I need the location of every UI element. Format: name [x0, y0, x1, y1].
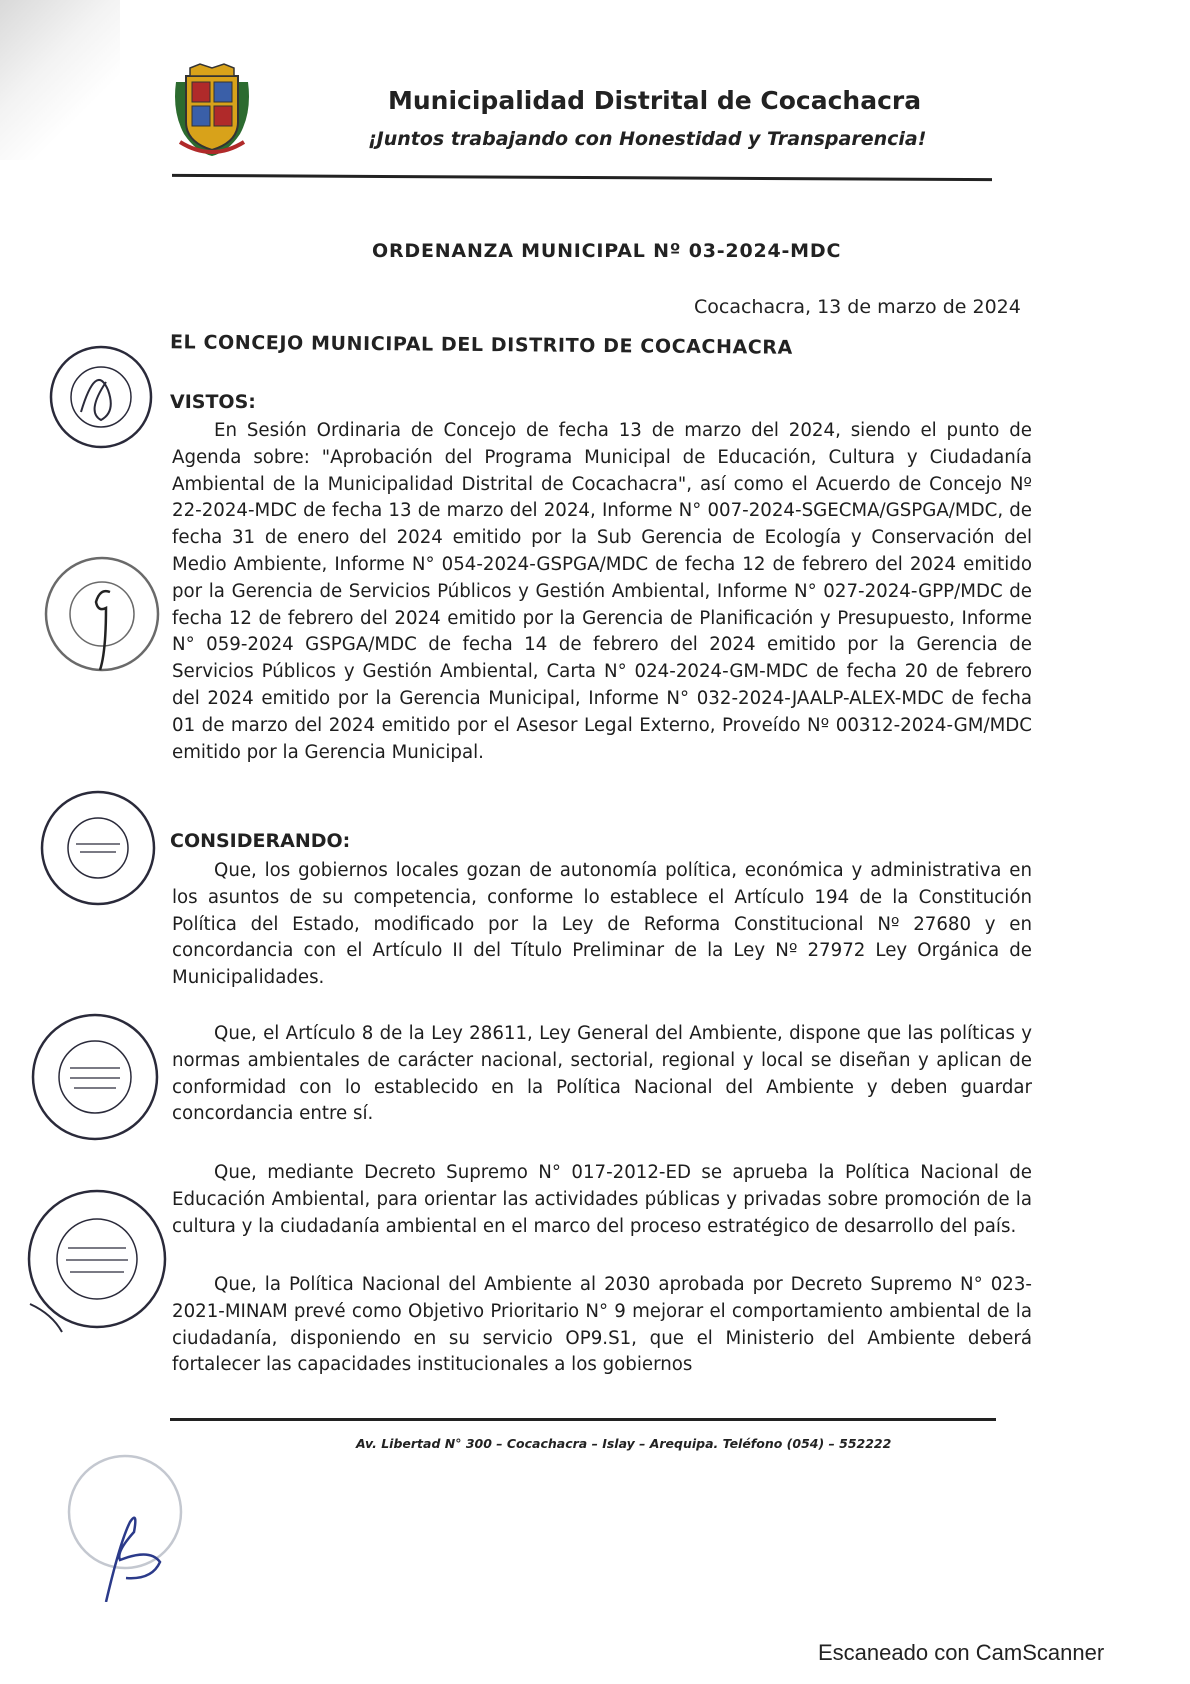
document-title: ORDENANZA MUNICIPAL Nº 03-2024-MDC [372, 240, 842, 262]
considerando-paragraph: Que, el Artículo 8 de la Ley 28611, Ley General del Ambiente, dispone que las políticas y normas ambientales de carácter nacional, sectorial, regional y local se diseñan y aplican de conformidad con lo establecido en la Política Nacional del Ambiente y deben guardar concordancia entre sí. [172, 1023, 1032, 1125]
vistos-paragraph: En Sesión Ordinaria de Concejo de fecha 13 de marzo del 2024, siendo el punto de Agenda sobre: "Aprobación del Programa Municipal de Educación, Cultura y Ciudadanía Ambiental de la Municipalidad Distrital de Cocachacra", así como el Acuerdo de Concejo Nº 22-2024-MDC de fecha 13 de marzo del 2024, Informe N° 007-2024-SGECMA/GSPGA/MDC, de fecha 31 de enero del 2024 emitido por la Sub Gerencia de Ecología y Conservación del Medio Ambiente, Informe N° 054-2024-GSPGA/MDC de fecha 12 de febrero del 2024 emitido por la Gerencia de Servicios Públicos y Gestión Ambiental, Informe N° 027-2024-GPP/MDC de fecha 12 de febrero del 2024 emitido por la Gerencia de Planificación y Presupuesto, Informe N° 059-2024 GSPGA/MDC de fecha 14 de febrero del 2024 emitido por la Gerencia de Servicios Públicos y Gestión Ambiental, Carta N° 024-2024-GM-MDC de fecha 20 de febrero del 2024 emitido por la Gerencia Municipal, Informe N° 032-2024-JAALP-ALEX-MDC de fecha 01 de marzo del 2024 emitido por el Asesor Legal Externo, Proveído Nº 00312-2024-GM/MDC emitido por la Gerencia Municipal. [172, 420, 1032, 763]
municipal-coat-of-arms-icon [170, 62, 254, 158]
considerando-paragraph: Que, la Política Nacional del Ambiente al 2030 aprobada por Decreto Supremo N° 023-2021-MINAM prevé como Objetivo Prioritario N° 9 mejorar el comportamiento ambiental de la ciudadanía, disponiendo en su servicio OP9.S1, que el Ministerio del Ambiente deberá fortalecer las capacidades institucionales a los gobiernos [172, 1274, 1032, 1376]
organization-motto: ¡Juntos trabajando con Honestidad y Transparencia! [368, 128, 927, 150]
camscanner-watermark: Escaneado con CamScanner [818, 1640, 1105, 1665]
signature-stamp-icon [60, 1452, 190, 1606]
scan-shadow [0, 0, 120, 160]
footer-address: Av. Libertad N° 300 – Cocachacra – Islay – Arequipa. Teléfono (054) – 552222 [356, 1436, 892, 1451]
considerando-paragraph: Que, los gobiernos locales gozan de autonomía política, económica y administrativa en los asuntos de su competencia, conforme lo establece el Artículo 194 de la Constitución Política del Estado, modificado por la Ley de Reforma Constitucional Nº 27680 y en concordancia con el Artículo II del Título Preliminar de la Ley Nº 27972 Ley Orgánica de Municipalidades. [172, 860, 1032, 989]
gerencia-servicios-seal-icon [28, 1010, 162, 1144]
considerando-paragraph: Que, mediante Decreto Supremo N° 017-2012-ED se aprueba la Política Nacional de Educación Ambiental, para orientar las actividades públicas y privadas sobre promoción de la cultura y la ciudadanía ambiental en el marco del proceso estratégico de desarrollo del país. [172, 1162, 1032, 1237]
sub-gerencia-ecologia-seal-icon [22, 1184, 172, 1334]
footer-divider [170, 1418, 996, 1421]
considerando-heading: CONSIDERANDO: [170, 830, 351, 852]
alcaldia-seal-icon [46, 342, 156, 452]
asesoria-legal-seal-icon [36, 786, 160, 910]
gerencia-municipal-seal-icon [40, 552, 164, 676]
vistos-heading: VISTOS: [170, 391, 256, 413]
organization-name: Municipalidad Distrital de Cocachacra [388, 86, 922, 115]
header-divider [172, 174, 992, 181]
document-date: Cocachacra, 13 de marzo de 2024 [694, 296, 1021, 318]
council-heading: EL CONCEJO MUNICIPAL DEL DISTRITO DE COCACHACRA [169, 331, 793, 359]
